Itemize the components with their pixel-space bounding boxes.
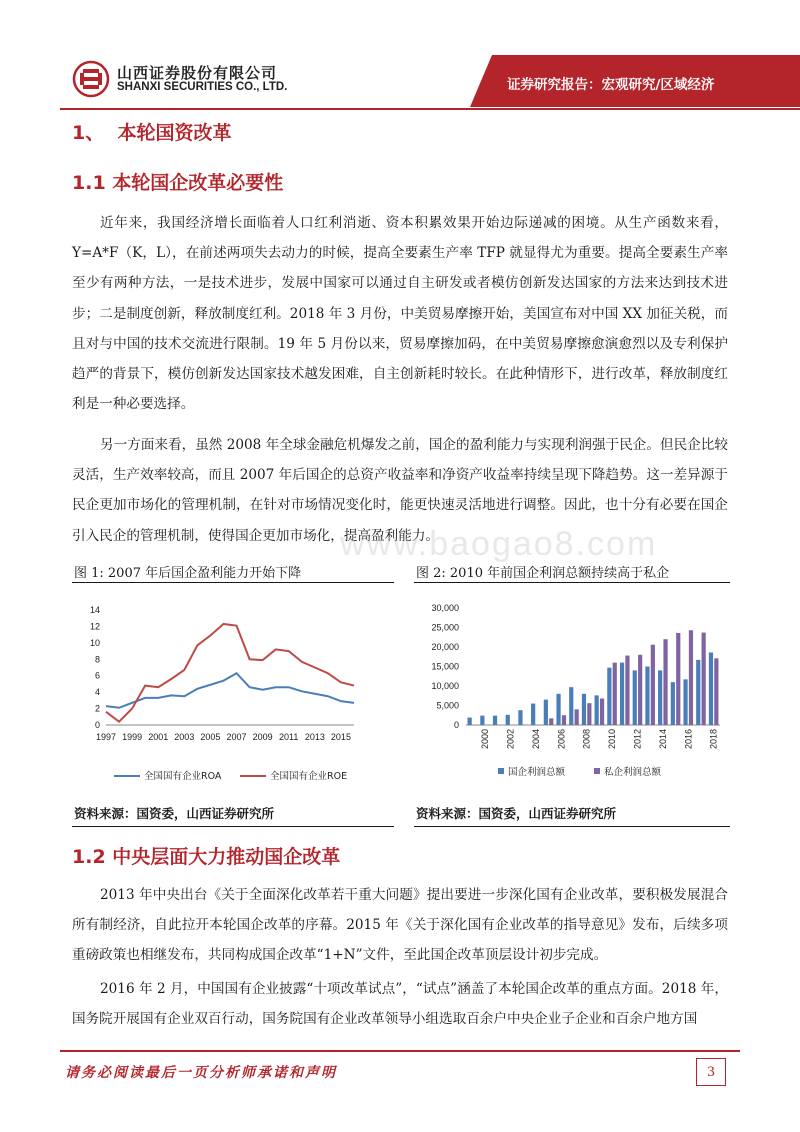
soe-profit-bar [582, 694, 586, 725]
y-tick-label: 14 [89, 605, 100, 615]
y-tick-label: 2 [94, 703, 100, 714]
y-tick-label: 0 [453, 720, 459, 730]
figure-1-rule [72, 582, 394, 583]
x-tick-label: 2014 [657, 729, 668, 750]
soe-profit-bar [620, 663, 624, 725]
y-tick-label: 30,000 [431, 603, 459, 613]
soe-profit-bar [531, 704, 535, 725]
x-tick-label: 2005 [200, 732, 221, 742]
legend-label: 全国国有企业ROA [144, 771, 222, 782]
subsection-title-1-1: 1.1 本轮国企改革必要性 [72, 172, 284, 194]
soe-profit-bar [595, 695, 599, 725]
y-tick-label: 15,000 [431, 661, 459, 672]
private-profit-bar [587, 703, 591, 725]
report-type: 证券研究报告：宏观研究/区域经济 [507, 77, 715, 93]
x-tick-label: 2004 [530, 729, 541, 750]
soe-profit-bar [645, 667, 649, 726]
x-tick-label: 2003 [174, 732, 195, 742]
x-tick-label: 2002 [505, 729, 516, 750]
paragraph: 另一方面来看，虽然 2008 年全球金融危机爆发之前，国企的盈利能力与实现利润强于民企。但民企比较灵活，生产效率较高，而且 2007 年后国企的总资产收益率和净资产收益率持续呈现下降趋势。这一差异源于民企更加市场化的管理机制，在针对市场情况变化时，能更快速灵活地进行调整。因此，也十分有必要在国企引入民企的管理机制，使得国企更加市场化，提高盈利能力。 [72, 437, 728, 544]
paragraph: 2016 年 2 月，中国国有企业披露“十项改革试点”，“试点”涵盖了本轮国企改革的重点方面。2018 年，国务院开展国有企业双百行动，国务院国有企业改革领导小组选取百余户中央企业子企业和百余户地方国 [72, 981, 728, 1028]
y-tick-label: 5,000 [436, 700, 459, 711]
page-number: 3 [696, 1058, 726, 1086]
private-profit-bar [689, 630, 693, 725]
y-tick-label: 4 [94, 687, 100, 698]
y-tick-label: 20,000 [431, 642, 459, 652]
x-tick-label: 2016 [683, 729, 694, 750]
figure-2-rule [414, 582, 730, 583]
private-profit-bar [549, 718, 553, 725]
x-tick-label: 2000 [480, 729, 491, 750]
x-tick-label: 2008 [581, 729, 592, 750]
private-profit-bar [676, 633, 680, 725]
section-title: 1、 本轮国资改革 [72, 122, 232, 144]
x-tick-label: 2010 [607, 729, 618, 750]
soe-profit-bar [671, 682, 675, 725]
y-tick-label: 8 [94, 654, 100, 665]
private-profit-bar [600, 698, 604, 725]
soe-profit-bar [493, 716, 497, 725]
legend-label: 全国国有企业ROE [270, 771, 348, 782]
soe-profit-bar [658, 670, 662, 725]
x-tick-label: 1999 [122, 732, 143, 742]
company-name-en: SHANXI SECURITIES CO., LTD. [117, 81, 288, 93]
figure-1-bottom-rule [72, 826, 394, 827]
private-profit-bar [663, 639, 667, 725]
legend-label: 国企利润总额 [508, 767, 566, 778]
legend-label: 私企利润总额 [604, 767, 662, 778]
private-profit-bar [562, 715, 566, 725]
x-tick-label: 2009 [252, 732, 273, 742]
x-tick-label: 2015 [330, 732, 351, 742]
soe-profit-bar [518, 710, 522, 725]
soe-profit-bar [544, 700, 548, 725]
private-profit-bar [613, 663, 617, 725]
soe-profit-bar [709, 652, 713, 725]
x-tick-label: 2006 [556, 729, 567, 750]
footer-rule [60, 1050, 740, 1052]
soe-profit-bar [633, 670, 637, 725]
soe-profit-bar [683, 679, 687, 725]
footer-notice: 请务必阅读最后一页分析师承诺和声明 [65, 1065, 337, 1081]
private-profit-bar [638, 655, 642, 725]
soe-profit-bar [480, 716, 484, 725]
soe-profit-bar [556, 694, 560, 725]
figure-2-title: 图 2: 2010 年前国企利润总额持续高于私企 [416, 566, 670, 581]
x-tick-label: 2018 [708, 729, 719, 750]
y-tick-label: 12 [89, 621, 100, 632]
private-profit-bar [702, 633, 706, 725]
soe-profit-bar [607, 668, 611, 725]
y-tick-label: 6 [94, 670, 100, 681]
company-name-cn: 山西证券股份有限公司 [117, 64, 278, 82]
soe-profit-bar [696, 660, 700, 725]
legend-swatch [498, 768, 504, 774]
watermark: www.baogao8.com [340, 525, 658, 563]
header-rule [60, 108, 800, 110]
paragraph: 2013 年中央出台《关于全面深化改革若干重大问题》提出要进一步深化国有企业改革，要积极发展混合所有制经济，自此拉开本轮国企改革的序幕。2015 年《关于深化国有企业改革的指导意见》发布，后续多项重磅政策也相继发布，共同构成国企改革“1+N”文件，至此国企改革顶层设计初步完成。 [72, 887, 728, 964]
profit-bar-chart [414, 590, 730, 795]
private-profit-bar [714, 658, 718, 725]
private-profit-bar [625, 656, 629, 725]
figure-2-source: 资料来源：国资委，山西证券研究所 [416, 806, 617, 821]
soe-profit-bar [569, 687, 573, 725]
paragraph: 近年来，我国经济增长面临着人口红利消逝、资本积累效果开始边际递减的困境。从生产函数来看，Y=A*F（K，L），在前述两项失去动力的时候，提高全要素生产率 TFP 就显得尤为重要。提高全要素生产率至少有两种方法，一是技术进步，发展中国家可以通过自主研发或者模仿创新发达国家的方法来达到技术进步；二是制度创新，释放制度红利。2018 年 3 月份，中美贸易摩擦开始，美国宣布对中国 XX 加征关税，而且对与中国的技术交流进行限制。19 年 5 月份以来，贸易摩擦加码，在中美贸易摩擦愈演愈烈以及专利保护趋严的背景下，模仿创新发达国家技术越发困难，自主创新耗时较长。在此种情形下，进行改革，释放制度红利是一种必要选择。 [72, 215, 728, 413]
private-profit-bar [651, 645, 655, 725]
y-tick-label: 0 [94, 720, 100, 730]
y-tick-label: 25,000 [431, 622, 459, 633]
figure-2-bottom-rule [414, 826, 730, 827]
page-header [0, 0, 800, 112]
x-tick-label: 2013 [304, 732, 325, 742]
roa-roe-line-chart [72, 590, 394, 795]
x-tick-label: 1997 [95, 732, 117, 742]
y-tick-label: 10,000 [431, 681, 459, 691]
soe-profit-bar [506, 715, 510, 725]
y-tick-label: 10 [89, 637, 100, 648]
soe-profit-bar [468, 718, 472, 725]
x-tick-label: 2011 [279, 732, 299, 742]
x-tick-label: 2007 [226, 732, 247, 742]
legend-swatch [594, 768, 600, 774]
x-tick-label: 2001 [148, 732, 169, 742]
figure-1-title: 图 1: 2007 年后国企盈利能力开始下降 [74, 566, 302, 581]
figure-1-source: 资料来源：国资委，山西证券研究所 [74, 806, 275, 821]
private-profit-bar [575, 709, 579, 725]
company-logo-icon [72, 60, 110, 98]
subsection-title-1-2: 1.2 中央层面大力推动国企改革 [72, 846, 341, 868]
series-line-roe [106, 624, 354, 722]
x-tick-label: 2012 [632, 729, 643, 750]
